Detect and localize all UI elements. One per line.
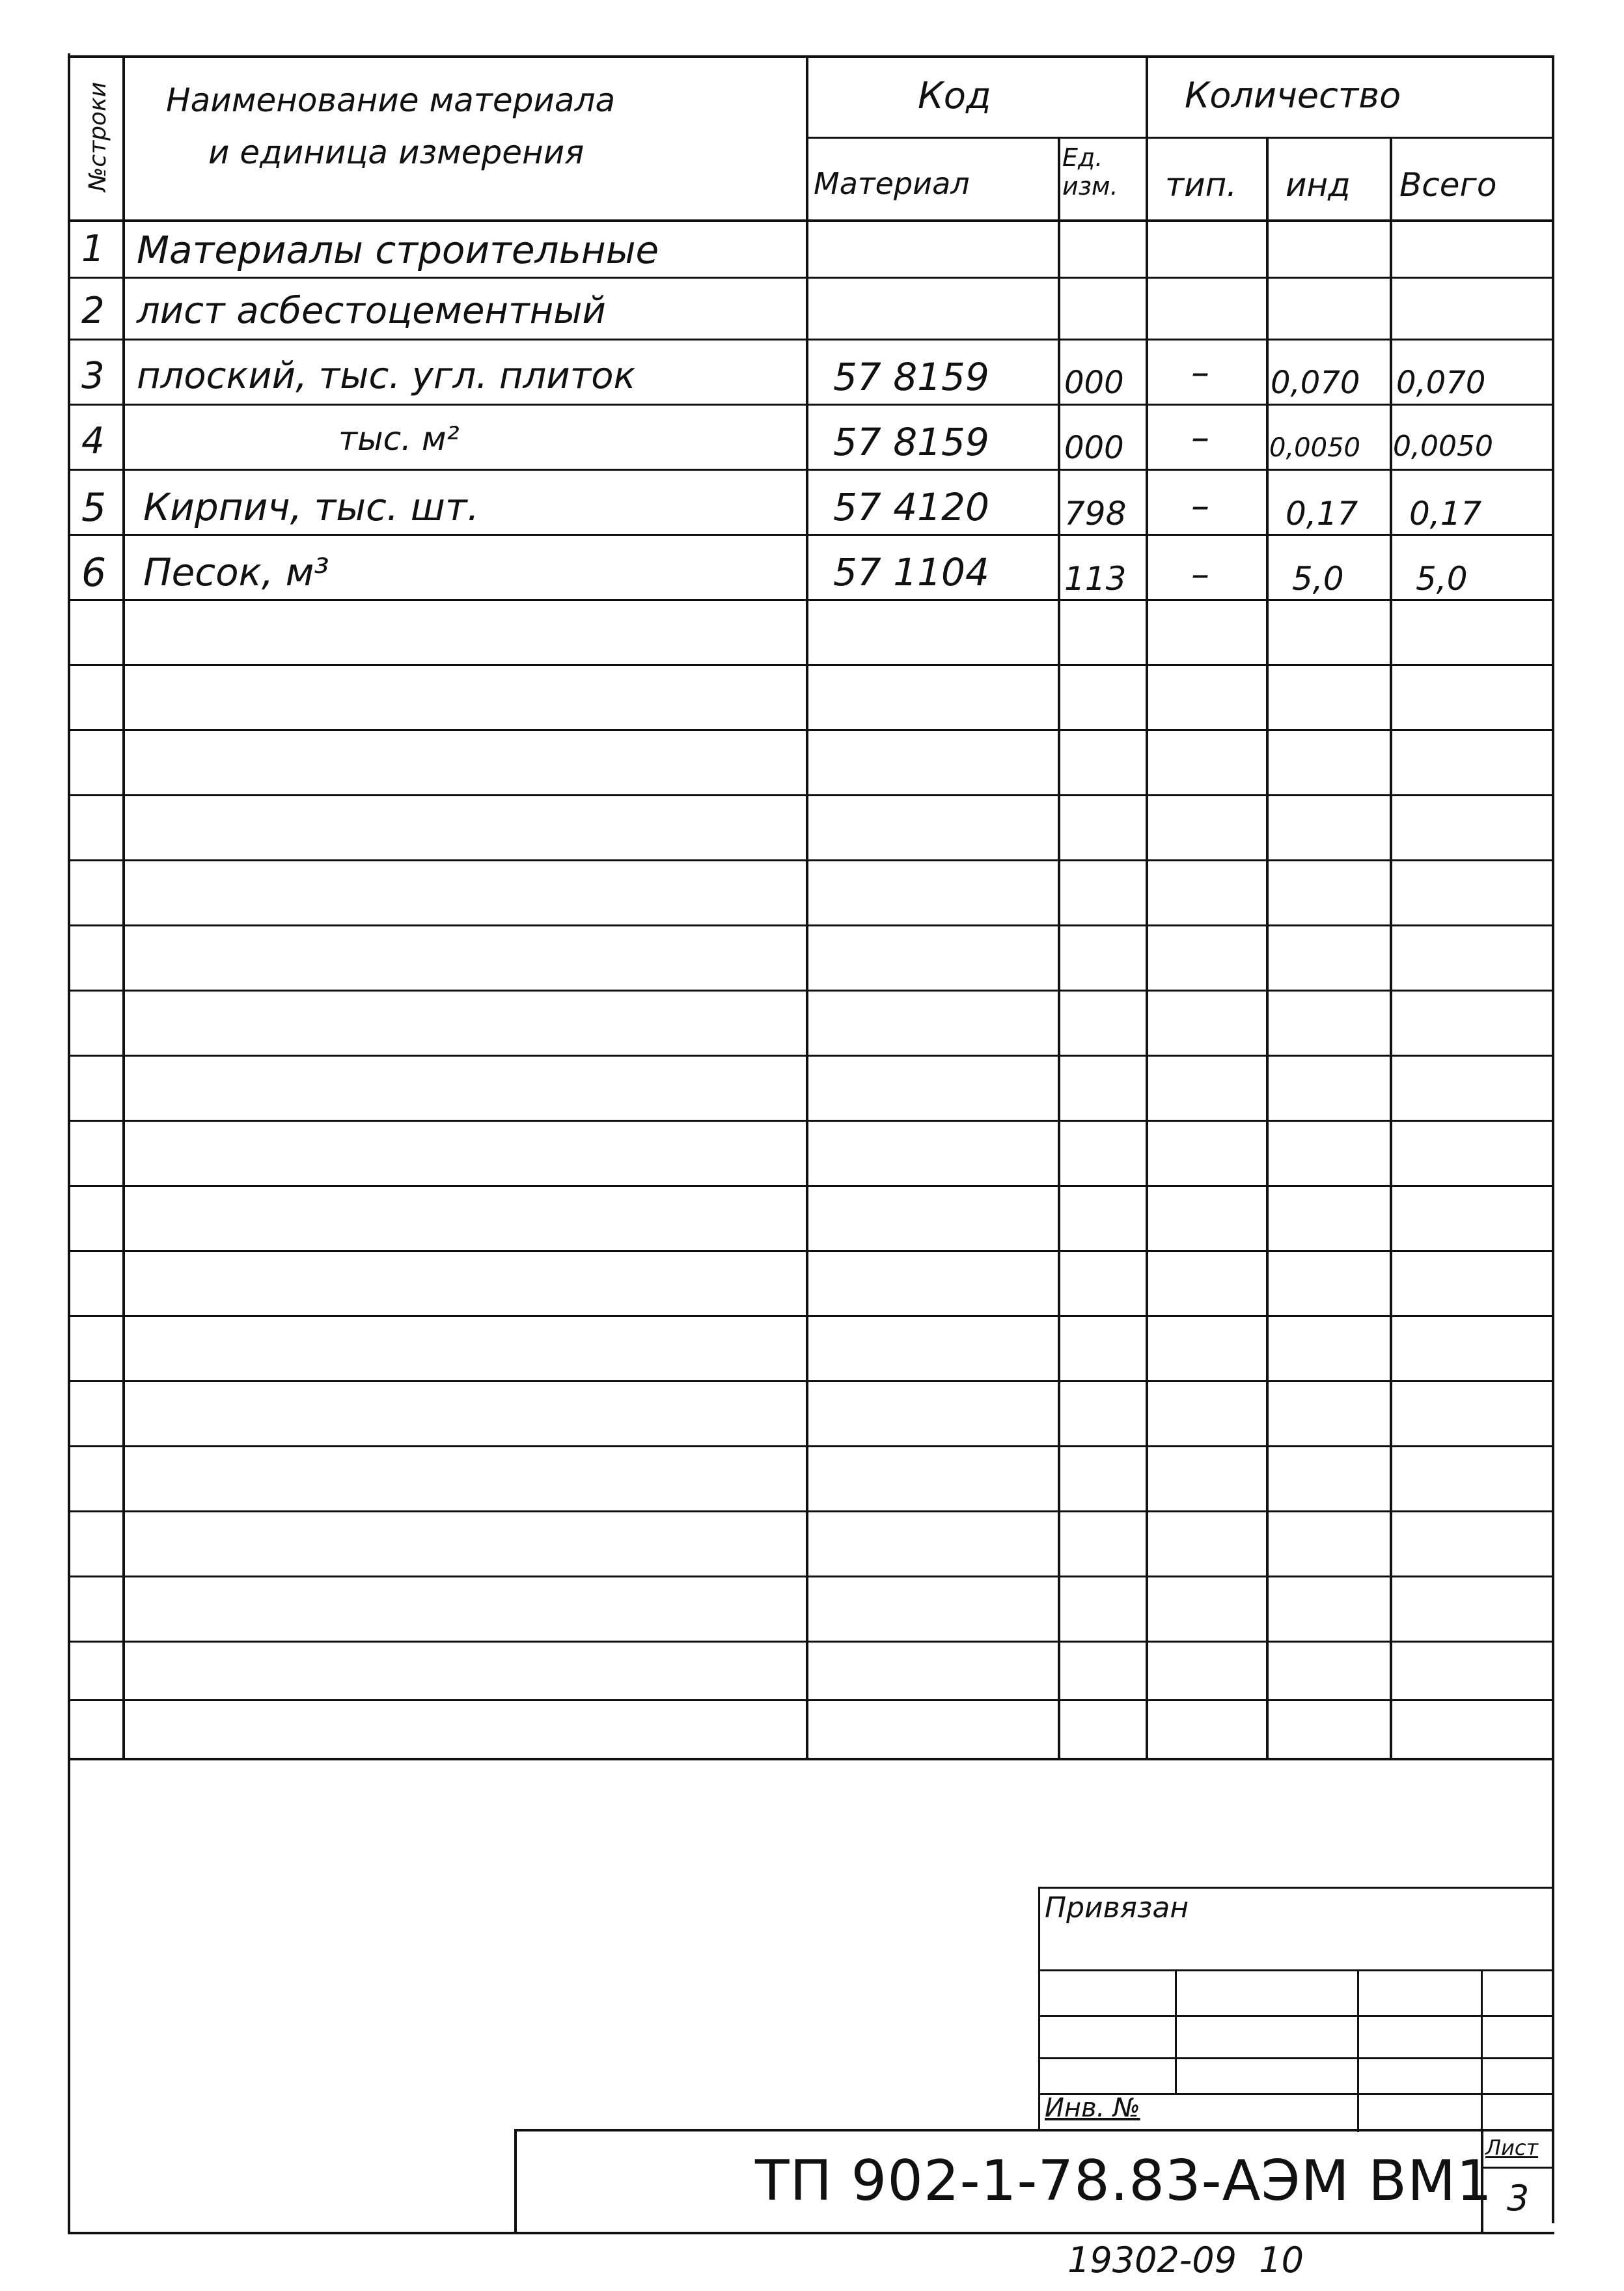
stamp-line [1038,1969,1552,1971]
col-line-code [1146,55,1148,1759]
row-line [68,1641,1552,1643]
row-number: 4 [81,420,105,462]
row-ind: 0,070 [1271,365,1360,401]
row-line [68,794,1552,796]
row-material: 57 1104 [833,550,989,594]
row-line [68,859,1552,861]
row-total: 0,0050 [1393,430,1493,463]
row-line [68,534,1552,536]
row-material: 57 8159 [833,355,989,399]
row-name: Кирпич, тыс. шт. [143,485,480,529]
row-unit: 113 [1064,560,1127,598]
row-name: плоский, тыс. угл. плиток [137,355,636,397]
row-ind: 5,0 [1292,560,1344,598]
row-material: 57 4120 [833,485,989,529]
frame-right [1552,55,1554,2223]
row-ind: 0,0050 [1269,433,1360,463]
inscription-top [514,2129,1554,2131]
frame-top [68,55,1554,58]
header-code-material: Материал [814,166,970,201]
header-row-no: №строки [85,81,111,192]
row-name: лист асбестоцементный [137,290,606,332]
row-line [68,277,1552,279]
row-line [68,599,1552,601]
row-line [68,1380,1552,1382]
row-line [68,469,1552,471]
header-code: Код [918,75,991,117]
sheet-label: Лист [1485,2135,1539,2160]
col-line-material [1058,137,1060,1759]
col-line-ind [1390,137,1392,1759]
row-line [68,1510,1552,1512]
row-line [68,1120,1552,1122]
row-name: Материалы строительные [137,228,659,272]
row-line [68,664,1552,666]
doc-code: ТП 902-1-78.83-АЭМ ВМ1 [755,2148,1493,2214]
header-qty-ind: инд [1286,166,1351,204]
header-code-unit: Ед. изм. [1062,143,1118,201]
header-quantity: Количество [1185,75,1401,116]
row-total: 0,17 [1409,495,1482,533]
stamp-line [1357,1969,1359,2132]
row-total: 0,070 [1396,365,1486,401]
sheet-number: 3 [1507,2178,1530,2219]
row-line [68,404,1552,406]
row-line [68,990,1552,992]
row-material: 57 8159 [833,420,989,464]
row-line [68,1055,1552,1057]
row-number: 5 [81,485,107,531]
row-unit: 798 [1064,495,1127,533]
stamp-line [1175,1969,1177,2093]
row-line [68,1576,1552,1577]
header-name-line2: и единица измерения [208,133,585,171]
row-line [68,339,1552,340]
stamp-inv-no: Инв. № [1045,2093,1140,2123]
row-line [68,1445,1552,1447]
stamp-line [1038,2057,1552,2059]
row-ind: 0,17 [1286,495,1358,533]
col-line-typ [1266,137,1269,1759]
row-name: Песок, м³ [143,550,329,594]
row-line [68,1185,1552,1187]
row-total: 5,0 [1416,560,1468,598]
row-number: 2 [81,290,105,332]
stamp-line [1038,2015,1552,2017]
header-name-line1: Наименование материала [166,81,616,119]
stamp-line [1038,1887,1552,1889]
row-line [68,1699,1552,1701]
header-split-line [806,137,1552,139]
row-number: 6 [81,550,107,596]
row-number: 3 [81,355,105,397]
row-line [68,924,1552,926]
row-number: 1 [81,228,105,270]
col-line-name [806,55,808,1759]
frame-left [68,53,70,2234]
row-unit: 000 [1064,365,1124,401]
row-line [68,1250,1552,1252]
row-unit: 000 [1064,430,1124,466]
inscription-left [514,2129,517,2232]
table-bottom-line [68,1758,1554,1760]
row-typ: – [1191,485,1209,527]
stamp-privyazan: Привязан [1045,1891,1189,1924]
col-line-no [122,55,125,1759]
header-bottom-line [68,219,1552,222]
footer-number: 19302-09 10 [1067,2240,1304,2281]
row-line [68,1315,1552,1317]
stamp-line [1481,1969,1483,2132]
row-typ: – [1191,417,1209,459]
header-qty-typ: тип. [1165,166,1237,204]
row-typ: – [1191,352,1209,394]
row-typ: – [1191,553,1209,596]
row-line [68,729,1552,731]
header-qty-total: Всего [1399,166,1497,204]
frame-bottom [68,2232,1554,2234]
row-name: тыс. м² [338,420,460,458]
